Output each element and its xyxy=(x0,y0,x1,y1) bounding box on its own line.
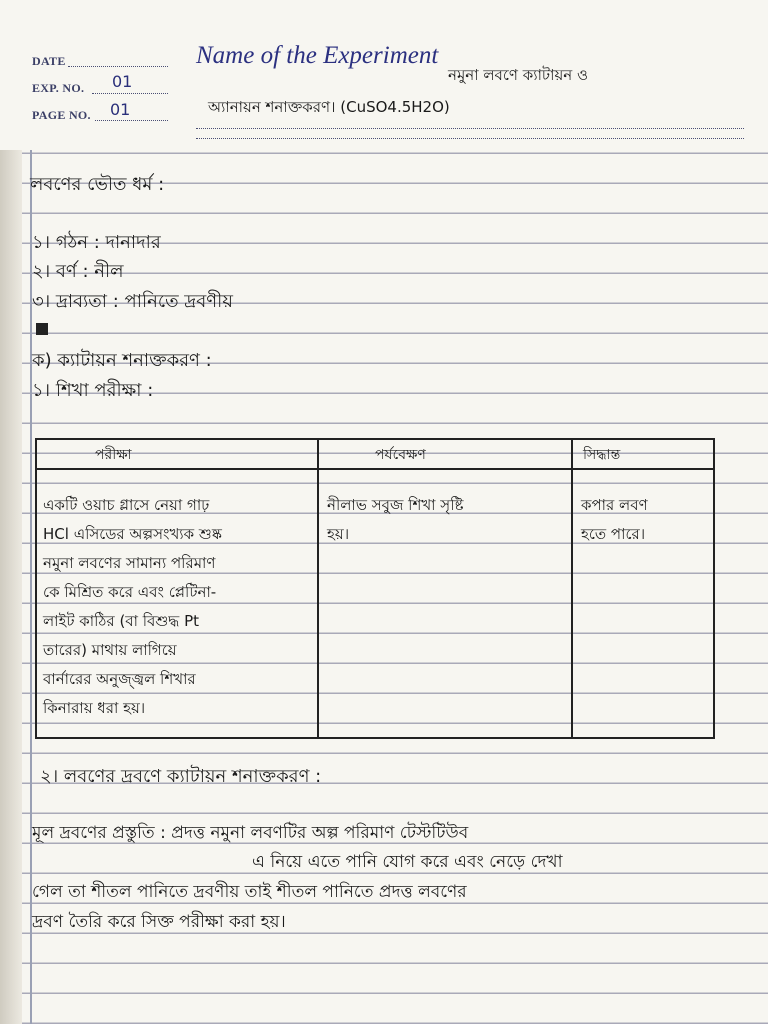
observation-line: নীলাভ সবুজ শিখা সৃষ্টি xyxy=(327,496,464,514)
bullet-mark xyxy=(36,323,48,335)
test-line: লাইট কাঠির (বা বিশুদ্ধ Pt xyxy=(43,612,200,630)
observation-table xyxy=(35,438,715,740)
experiment-name-line1: নমুনা লবণে ক্যাটায়ন ও xyxy=(448,66,589,84)
test-line: বার্নারের অনুজ্জ্বল শিখার xyxy=(43,670,196,688)
solution-cation-heading: ২। লবণের দ্রবণে ক্যাটায়ন শনাক্তকরণ : xyxy=(40,766,322,787)
test-line: তারের) মাথায় লাগিয়ে xyxy=(43,641,177,659)
solution-paragraph-line: গেল তা শীতল পানিতে দ্রবণীয় তাই শীতল পানিতে প্রদত্ত লবণের xyxy=(32,882,467,902)
table-header-test: পরীক্ষা xyxy=(95,447,132,463)
experiment-title-label: Name of the Experiment xyxy=(196,42,439,69)
solution-paragraph-line: দ্রবণ তৈরি করে সিক্ত পরীক্ষা করা হয়। xyxy=(32,912,286,932)
page-no-dots xyxy=(95,120,168,121)
title-dots-3 xyxy=(196,138,744,139)
conclusion-line: হতে পারে। xyxy=(581,525,646,543)
date-dots xyxy=(68,66,168,67)
page-no-label: PAGE NO. xyxy=(32,108,91,122)
flame-test-heading: ১। শিখা পরীক্ষা : xyxy=(32,380,154,401)
table-header-observation: পর্যবেক্ষণ xyxy=(375,447,426,463)
margin-line xyxy=(30,0,32,1024)
table-border-bottom xyxy=(35,737,715,739)
table-border-left xyxy=(35,438,37,739)
solution-paragraph-line: এ নিয়ে এতে পানি যোগ করে এবং নেড়ে দেখা xyxy=(252,852,563,872)
exp-no-dots xyxy=(92,93,168,94)
conclusion-line: কপার লবণ xyxy=(581,496,648,514)
test-line: কিনারায় ধরা হয়। xyxy=(43,699,146,717)
property-solubility: ৩। দ্রাব্যতা : পানিতে দ্রবণীয় xyxy=(32,291,233,312)
title-dots-2 xyxy=(196,128,744,129)
table-column-divider-1 xyxy=(317,438,319,739)
table-header-divider xyxy=(35,468,715,470)
test-line: HCl এসিডের অল্পসংখ্যক শুষ্ক xyxy=(43,525,222,543)
exp-no-value: 01 xyxy=(112,72,133,91)
date-label: DATE xyxy=(32,54,66,68)
table-column-divider-2 xyxy=(571,438,573,739)
test-line: একটি ওয়াচ গ্লাসে নেয়া গাঢ় xyxy=(43,496,210,514)
test-line: কে মিশ্রিত করে এবং প্লেটিনা- xyxy=(43,583,217,601)
observation-line: হয়। xyxy=(327,525,350,543)
property-color: ২। বর্ণ : নীল xyxy=(32,261,124,282)
exp-no-label: EXP. NO. xyxy=(32,81,85,95)
test-line: নমুনা লবণের সামান্য পরিমাণ xyxy=(43,554,216,572)
physical-properties-heading: লবণের ভৌত ধর্ম : xyxy=(30,174,165,195)
experiment-name-line2: অ্যানায়ন শনাক্তকরণ। (CuSO4.5H2O) xyxy=(208,98,450,116)
table-border-right xyxy=(713,438,715,739)
property-structure: ১। গঠন : দানাদার xyxy=(32,232,161,253)
solution-paragraph-line: মূল দ্রবণের প্রস্তুতি : প্রদত্ত নমুনা লবণটির অল্প পরিমাণ টেস্টটিউব xyxy=(32,823,469,843)
table-border-top xyxy=(35,438,715,440)
page-no-value: 01 xyxy=(110,100,131,119)
binding-edge xyxy=(0,0,22,1024)
table-header-conclusion: সিদ্ধান্ত xyxy=(583,447,621,463)
page-header xyxy=(0,0,768,150)
cation-identification-heading: ক) ক্যাটায়ন শনাক্তকরণ : xyxy=(32,350,212,371)
